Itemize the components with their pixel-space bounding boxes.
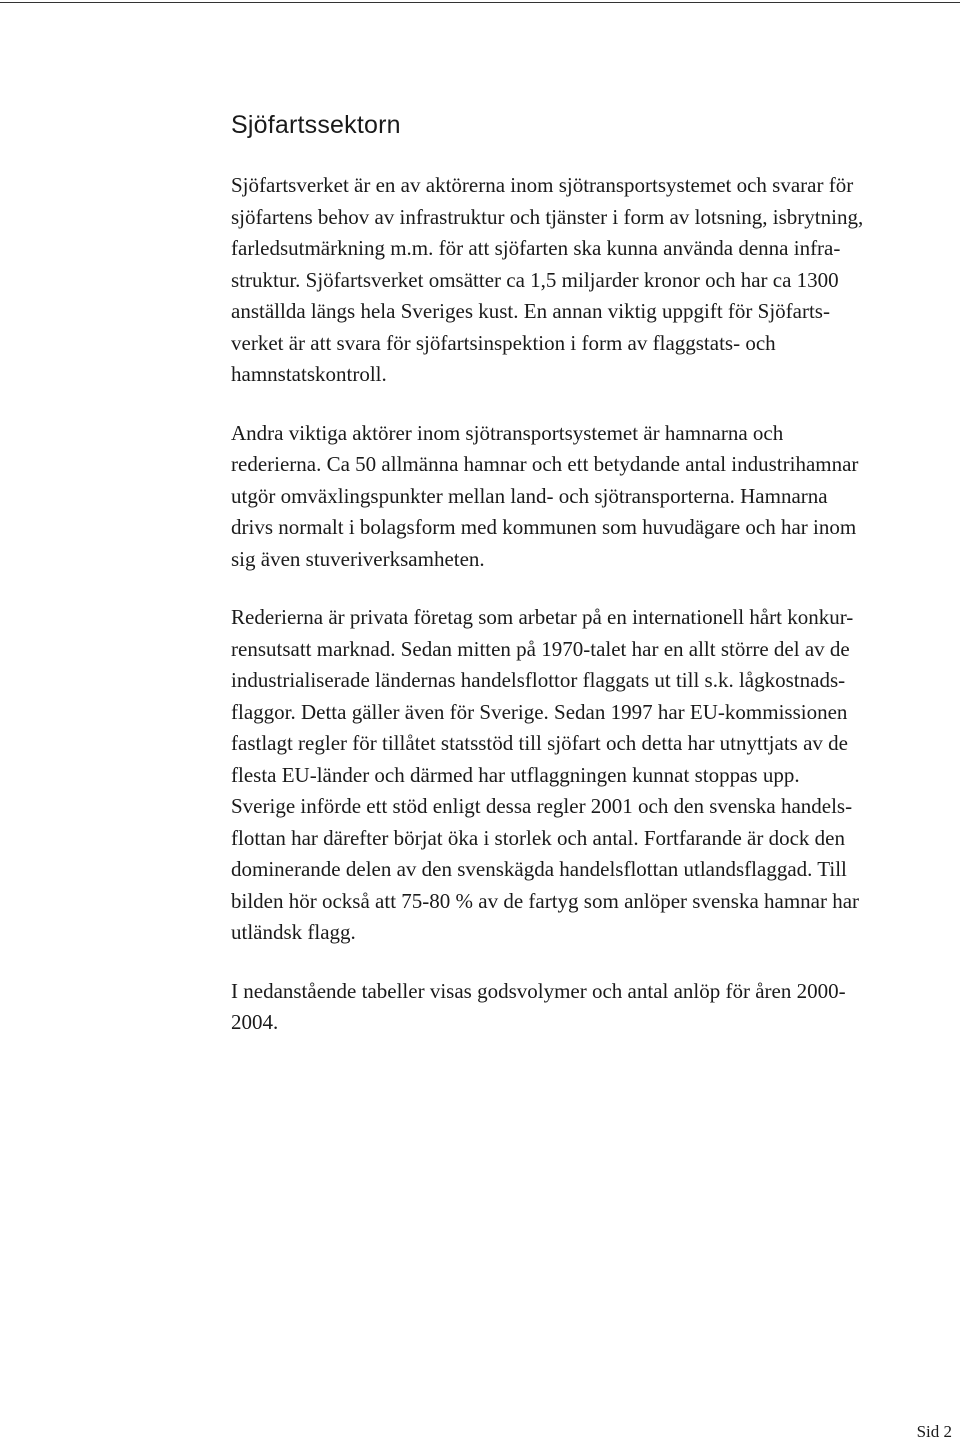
paragraph-aktorer	[231, 418, 951, 576]
text-line: struktur. Sjöfartsverket omsätter ca 1,5 miljarder kronor och har ca 1300	[231, 267, 839, 292]
text-line: flottan har därefter börjat öka i storlek och antal. Fortfarande är dock den	[231, 825, 845, 850]
paragraph-tabeller	[231, 976, 951, 1039]
text-line: utländsk flagg.	[231, 920, 356, 944]
text-line: bilden hör också att 75-80 % av de fartyg som anlöper svenska hamnar har	[231, 888, 860, 913]
text-line: drivs normalt i bolagsform med kommunen som huvudägare och har inom	[231, 515, 857, 539]
text-line: industrialiserade ländernas handelsflottor flaggats ut till s.k. lågkostnads-	[231, 668, 846, 692]
text-line: sig även stuveriverksamheten.	[231, 546, 485, 571]
section-heading: Sjöfartssektorn	[231, 111, 401, 139]
page-content	[231, 108, 951, 1066]
text-line: Andra viktiga aktörer inom sjötransportsystemet är hamnarna och	[231, 420, 784, 445]
text-line: flesta EU-länder och därmed har utflaggningen kunnat stoppas upp.	[231, 762, 800, 787]
text-line: flaggor. Detta gäller även för Sverige. Sedan 1997 har EU-kommissionen	[231, 699, 848, 724]
text-line: Sjöfartsverket är en av aktörerna inom sjötransportsystemet och svarar för	[231, 173, 854, 197]
text-line: Sverige införde ett stöd enligt dessa regler 2001 och den svenska handels-	[231, 794, 853, 818]
text-line: farledsutmärkning m.m. för att sjöfarten ska kunna använda denna infra-	[231, 236, 841, 260]
top-rule	[0, 2, 960, 3]
text-line: sjöfartens behov av infrastruktur och tjänster i form av lotsning, isbrytning,	[231, 204, 864, 229]
text-line: I nedanstående tabeller visas godsvolymer och antal anlöp för åren 2000-	[231, 978, 846, 1003]
text-line: dominerande delen av den svenskägda handelsflottan utlandsflaggad. Till	[231, 857, 847, 881]
text-line: rensutsatt marknad. Sedan mitten på 1970-talet har en allt större del av de	[231, 636, 850, 661]
paragraph-sjofartsverket	[231, 170, 951, 391]
text-line: anställda längs hela Sveriges kust. En annan viktig uppgift för Sjöfarts-	[231, 299, 830, 323]
text-line: rederierna. Ca 50 allmänna hamnar och ett betydande antal industrihamnar	[231, 452, 859, 476]
paragraph-rederierna	[231, 602, 951, 949]
text-line: hamnstatskontroll.	[231, 362, 387, 386]
text-line: fastlagt regler för tillåtet statsstöd till sjöfart och detta har utnyttjats av de	[231, 731, 848, 755]
text-line: verket är att svara för sjöfartsinspektion i form av flaggstats- och	[231, 330, 776, 355]
text-line: Rederierna är privata företag som arbetar på en internationell hårt konkur-	[231, 605, 854, 629]
page-number: Sid 2	[916, 1422, 952, 1441]
text-line: 2004.	[231, 1010, 279, 1034]
text-line: utgör omväxlingspunkter mellan land- och sjötransporterna. Hamnarna	[231, 483, 828, 508]
